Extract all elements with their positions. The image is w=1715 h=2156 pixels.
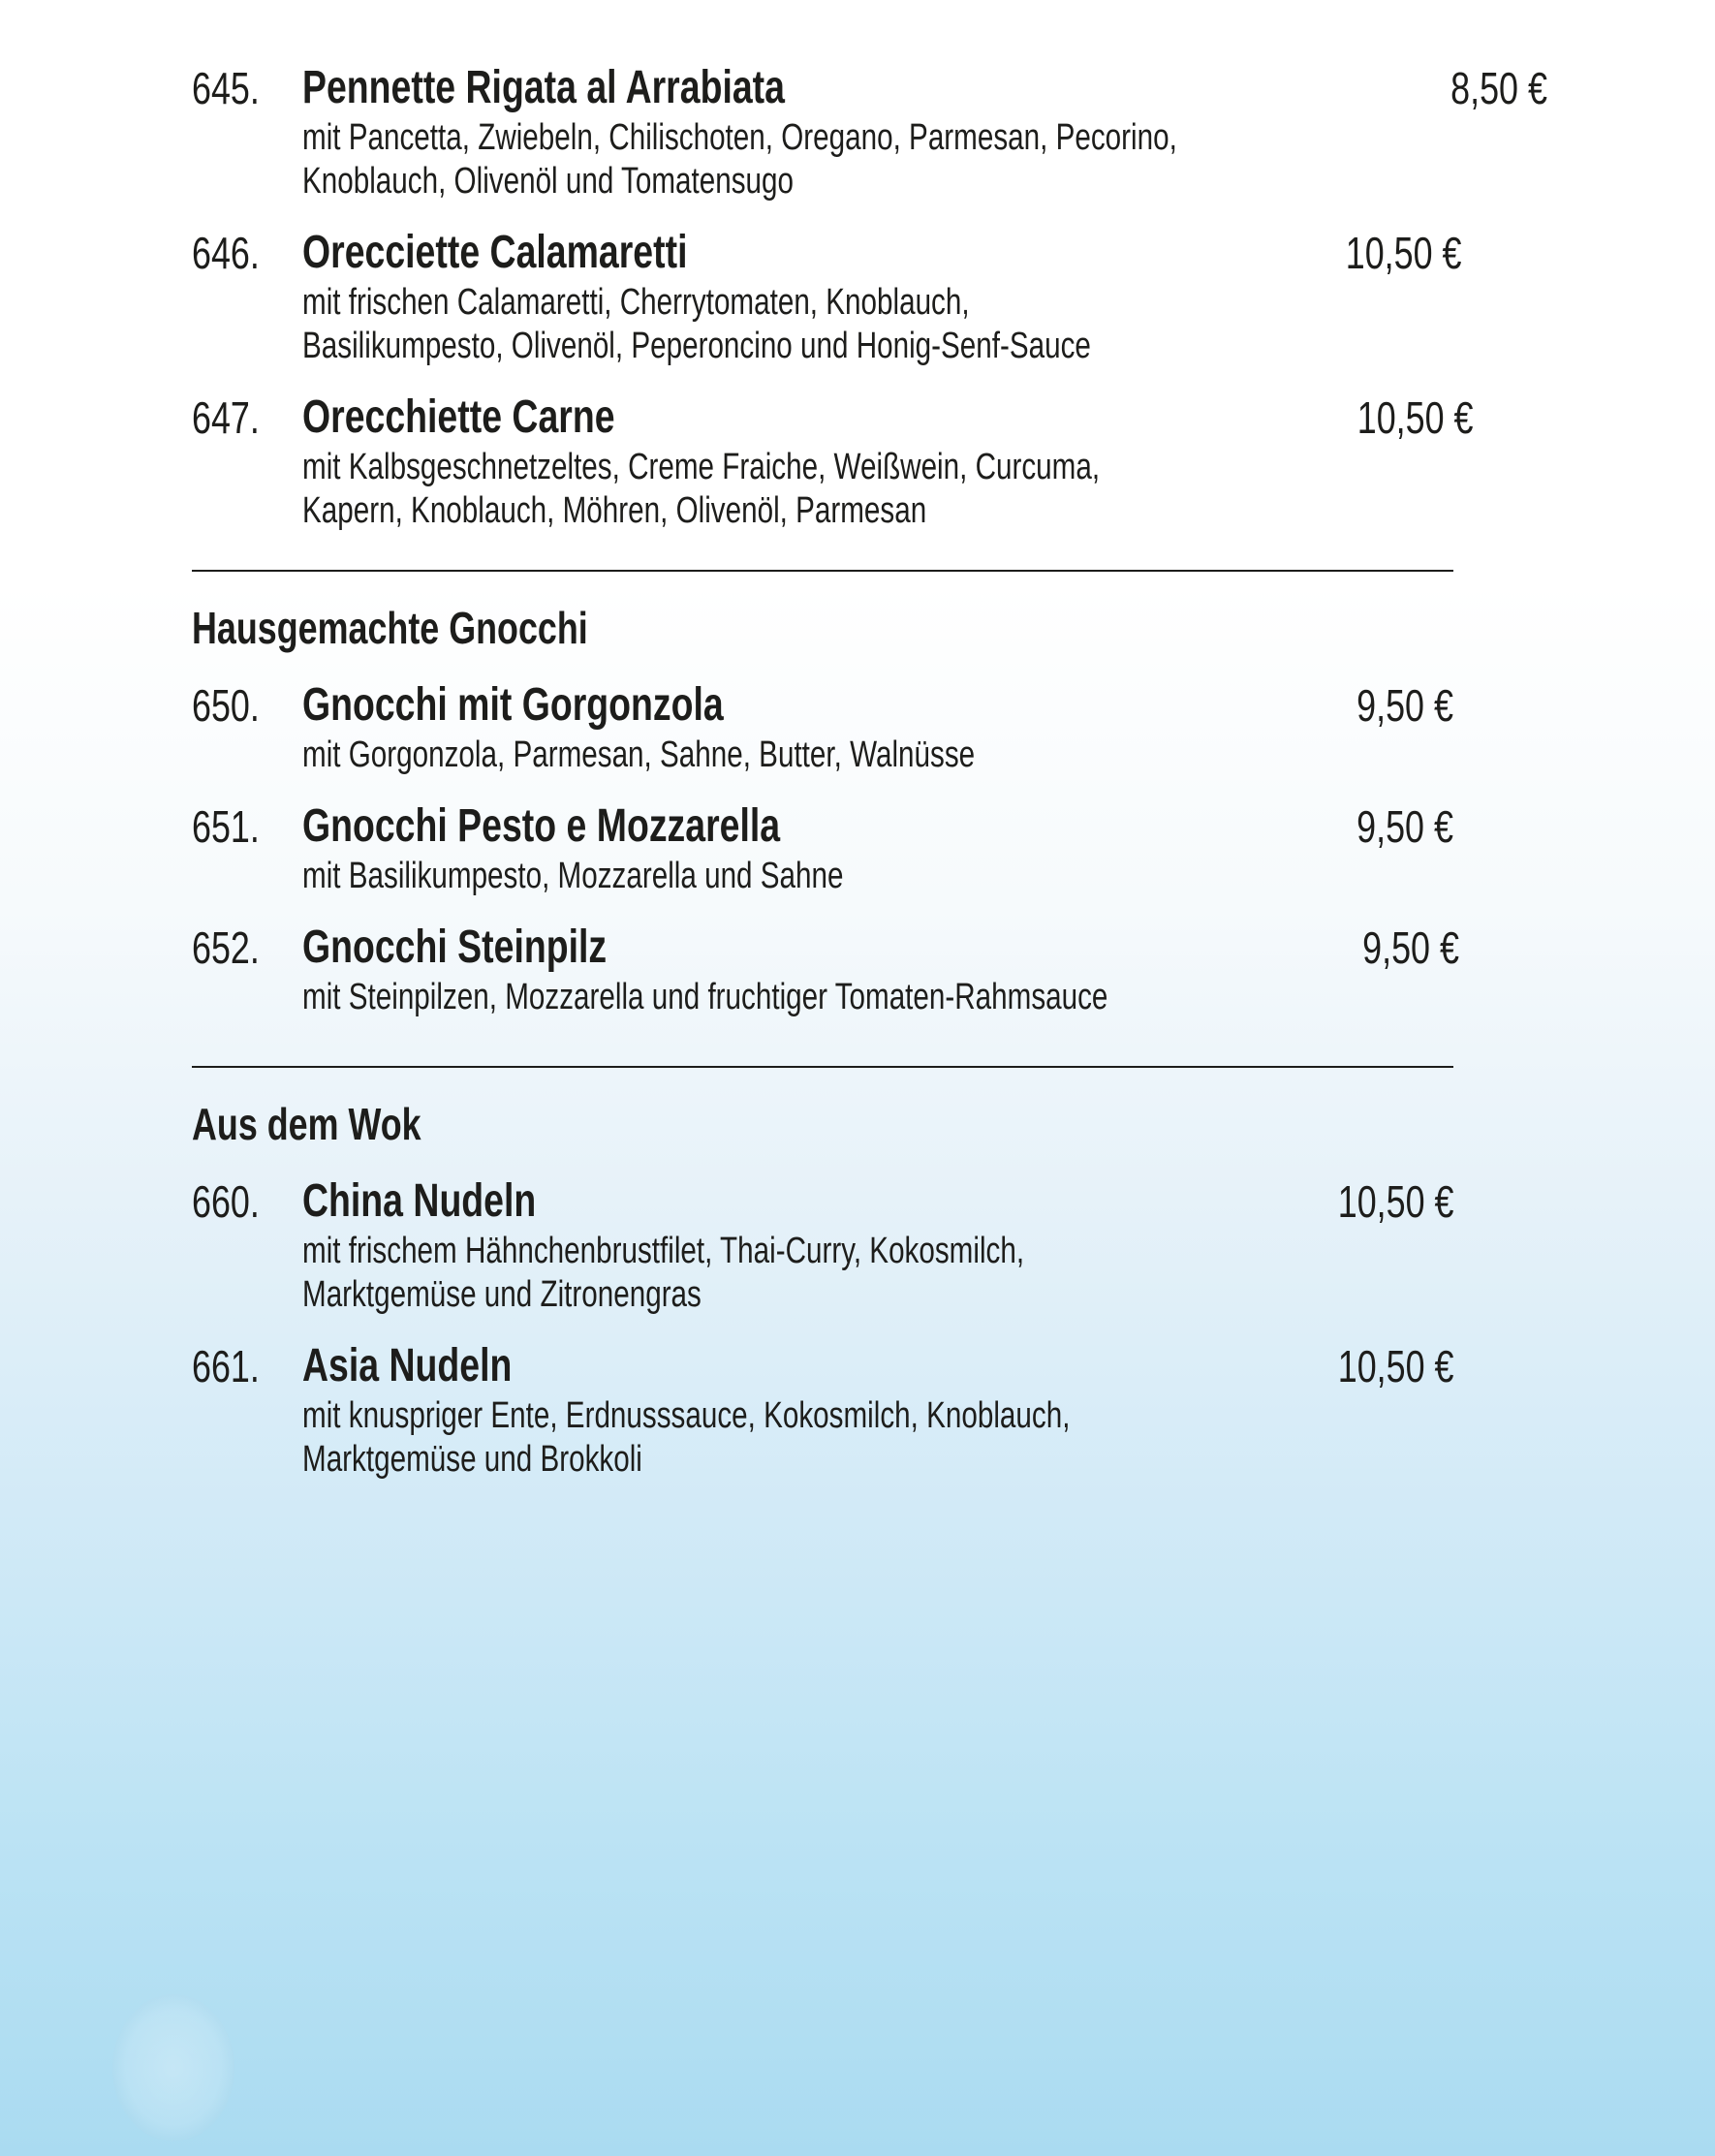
section-gnocchi bbox=[192, 570, 1459, 1019]
item-description bbox=[302, 116, 1423, 203]
item-price: 10,50 € bbox=[1337, 1341, 1453, 1391]
description-line: mit Gorgonzola, Parmesan, Sahne, Butter, Walnüsse bbox=[302, 734, 976, 775]
item-price: 9,50 € bbox=[1356, 801, 1453, 852]
item-description bbox=[302, 734, 1329, 777]
item-name: China Nudeln bbox=[302, 1175, 537, 1227]
description-line: mit Pancetta, Zwiebeln, Chilischoten, Oregano, Parmesan, Pecorino, bbox=[302, 117, 1177, 158]
description-line: Knoblauch, Olivenöl und Tomatensugo bbox=[302, 161, 794, 202]
item-description bbox=[302, 1394, 1305, 1482]
item-price: 9,50 € bbox=[1362, 922, 1459, 973]
item-price: 8,50 € bbox=[1450, 63, 1548, 113]
menu-item bbox=[192, 225, 1462, 368]
background-blob-decoration bbox=[112, 1994, 234, 2141]
description-line: Marktgemüse und Zitronengras bbox=[302, 1274, 702, 1315]
item-name: Orecchiette Carne bbox=[302, 391, 615, 443]
section-heading: Aus dem Wok bbox=[192, 1099, 421, 1149]
description-line: mit knuspriger Ente, Erdnusssauce, Kokosmilch, Knoblauch, bbox=[302, 1395, 1071, 1436]
item-name: Gnocchi mit Gorgonzola bbox=[302, 679, 724, 731]
section-divider bbox=[192, 570, 1453, 572]
item-number: 661. bbox=[192, 1341, 260, 1391]
item-description bbox=[302, 976, 1335, 1019]
menu-item bbox=[192, 1338, 1453, 1482]
item-price: 10,50 € bbox=[1357, 392, 1474, 443]
item-description bbox=[302, 281, 1313, 368]
menu-item bbox=[192, 1173, 1453, 1317]
menu-item bbox=[192, 677, 1453, 777]
item-description bbox=[302, 446, 1325, 533]
item-description bbox=[302, 855, 1329, 898]
item-number: 646. bbox=[192, 228, 260, 278]
description-line: Marktgemüse und Brokkoli bbox=[302, 1439, 642, 1480]
description-line: mit Kalbsgeschnetzeltes, Creme Fraiche, Weißwein, Curcuma, bbox=[302, 447, 1101, 487]
item-description bbox=[302, 1230, 1305, 1317]
menu-item bbox=[192, 60, 1548, 203]
description-line: mit Basilikumpesto, Mozzarella und Sahne bbox=[302, 856, 844, 896]
item-name: Gnocchi Steinpilz bbox=[302, 922, 608, 973]
item-name: Pennette Rigata al Arrabiata bbox=[302, 62, 785, 113]
section-wok bbox=[192, 1066, 1453, 1482]
description-line: mit Steinpilzen, Mozzarella und fruchtiger Tomaten-Rahmsauce bbox=[302, 977, 1108, 1017]
item-number: 651. bbox=[192, 801, 260, 852]
section-divider bbox=[192, 1066, 1453, 1068]
item-name: Orecciette Calamaretti bbox=[302, 227, 688, 278]
description-line: Basilikumpesto, Olivenöl, Peperoncino und Honig-Senf-Sauce bbox=[302, 326, 1091, 366]
description-line: mit frischem Hähnchenbrustfilet, Thai-Curry, Kokosmilch, bbox=[302, 1231, 1025, 1271]
item-price: 10,50 € bbox=[1337, 1176, 1453, 1227]
description-line: Kapern, Knoblauch, Möhren, Olivenöl, Parmesan bbox=[302, 490, 927, 531]
item-number: 652. bbox=[192, 922, 260, 973]
item-price: 9,50 € bbox=[1356, 680, 1453, 731]
description-line: mit frischen Calamaretti, Cherrytomaten, Knoblauch, bbox=[302, 282, 970, 323]
menu-item bbox=[192, 798, 1453, 898]
item-number: 647. bbox=[192, 392, 260, 443]
item-name: Asia Nudeln bbox=[302, 1340, 513, 1391]
item-name: Gnocchi Pesto e Mozzarella bbox=[302, 800, 781, 852]
menu-item bbox=[192, 920, 1459, 1019]
item-number: 650. bbox=[192, 680, 260, 731]
item-price: 10,50 € bbox=[1346, 228, 1462, 278]
section-pasta bbox=[192, 60, 1548, 533]
item-number: 660. bbox=[192, 1176, 260, 1227]
section-heading: Hausgemachte Gnocchi bbox=[192, 603, 588, 653]
menu-item bbox=[192, 390, 1474, 533]
item-number: 645. bbox=[192, 63, 260, 113]
